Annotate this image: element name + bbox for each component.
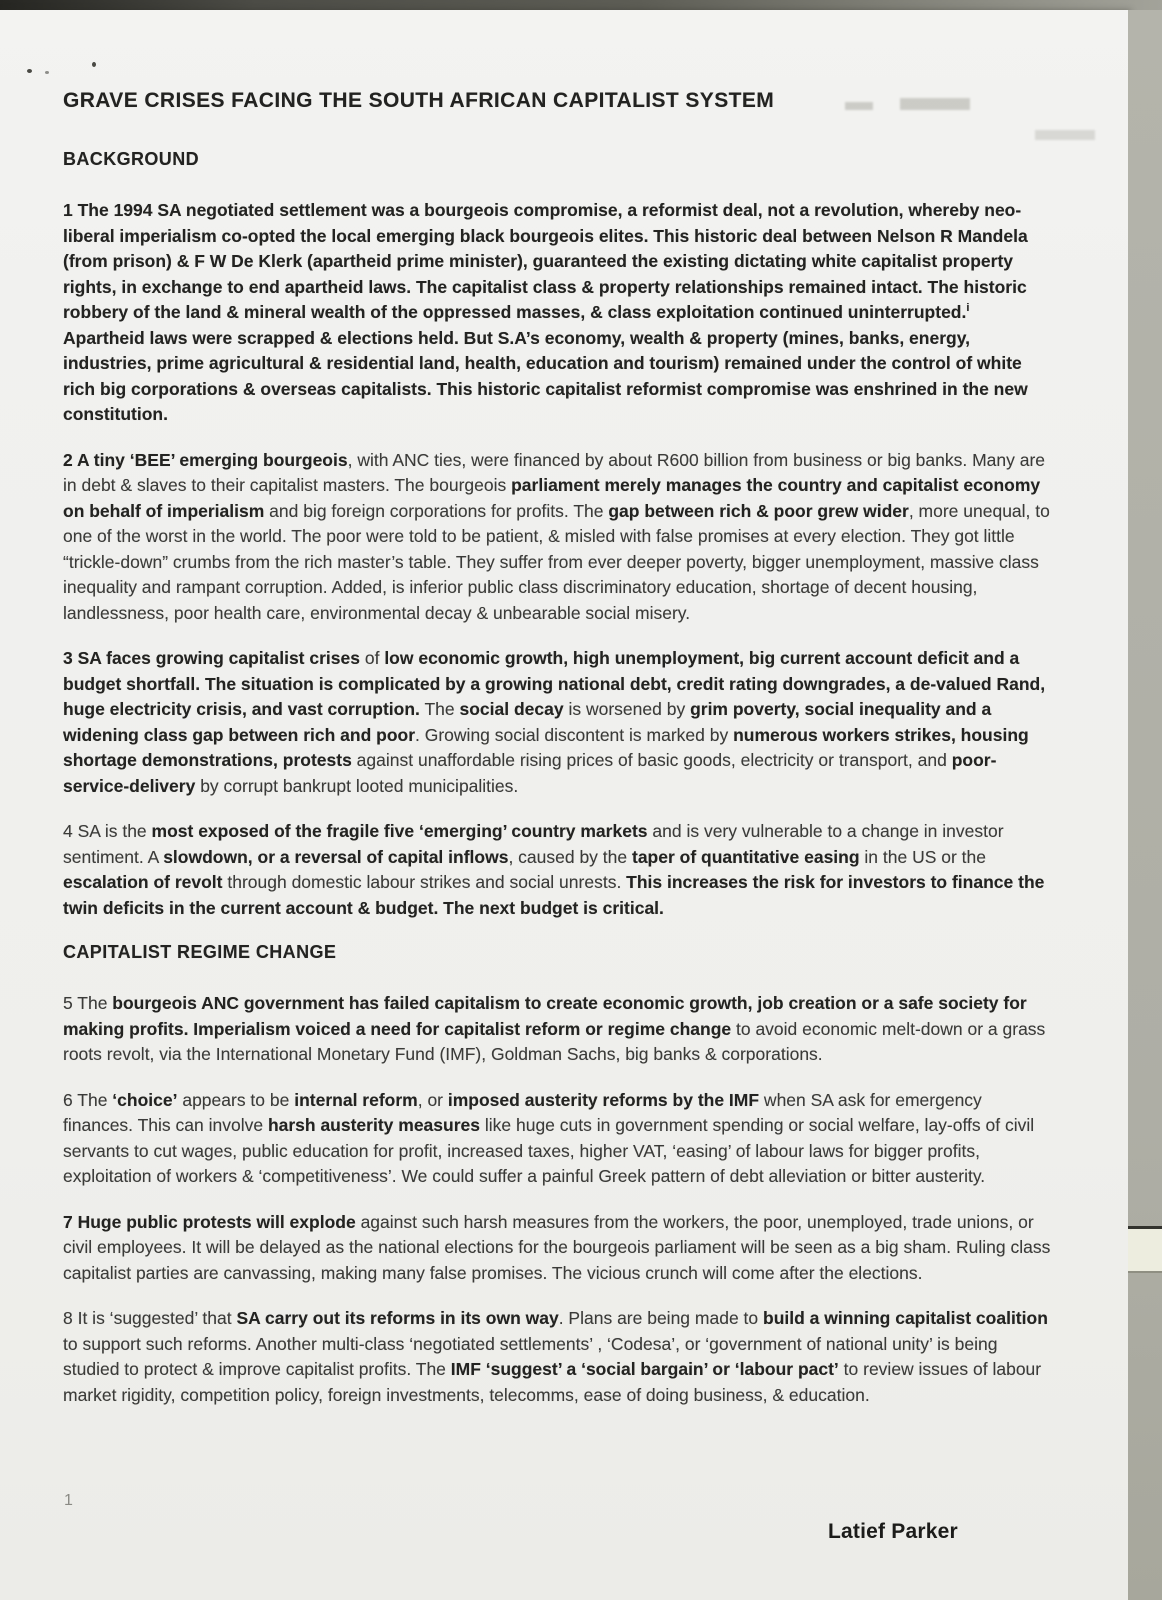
text-run: to avoid economic melt-down or a grass roots revolt, via the International Monetary Fund (IMF), Goldman Sachs, big banks & corporations. bbox=[63, 1018, 1046, 1064]
text-run: The bbox=[419, 699, 460, 719]
text-run: IMF ‘suggest’ a ‘social bargain’ or ‘labour pact’ bbox=[450, 1359, 839, 1379]
text-run: 1 The 1994 SA negotiated settlement was a bourgeois compromise, a reformist deal, not a revolution, whereby neo-liberal imperialism co-opted the local emerging black bourgeois elites. This historic deal between Nelson R Mandela (from prison) & F W De Klerk (apartheid prime minister), guaranteed the existing dictating white capitalist property rights, in exchange to end apartheid laws. The capitalist class & property relationships remained intact. The historic robbery of the land & mineral wealth of the oppressed masses, & class exploitation continued uninterrupted. bbox=[63, 200, 1028, 322]
paragraph bbox=[63, 198, 1053, 428]
document-content bbox=[63, 88, 1053, 1428]
text-run: in the US or the bbox=[859, 846, 987, 867]
text-run: 2 A tiny ‘BEE’ emerging bourgeois bbox=[63, 449, 348, 470]
document-title: GRAVE CRISES FACING THE SOUTH AFRICAN CAPITALIST SYSTEM bbox=[63, 89, 775, 112]
scan-speckle bbox=[27, 69, 32, 73]
text-run: of bbox=[359, 648, 385, 668]
paragraph bbox=[63, 448, 1053, 627]
text-run: . Growing social discontent is marked by bbox=[415, 724, 734, 745]
text-run: numerous workers strikes, housing shortage demonstrations, protests bbox=[63, 724, 1029, 770]
page-number: 1 bbox=[64, 1492, 73, 1509]
text-run: poor-service-delivery bbox=[63, 750, 997, 796]
text-run: SA carry out its reforms in its own way bbox=[236, 1308, 559, 1328]
text-run: by corrupt bankrupt looted municipalities. bbox=[195, 775, 519, 796]
section-heading: CAPITALIST REGIME CHANGE bbox=[63, 942, 337, 962]
text-run: against such harsh measures from the workers, the poor, unemployed, trade unions, or civil employees. It will be delayed as the national elections for the bourgeois parliament will be seen as a big sham. Ruling class capitalist parties are canvassing, making many false promises. The vicious crunch will come after the elections. bbox=[63, 1211, 1051, 1283]
text-run: , caused by the bbox=[508, 846, 632, 867]
text-run: like huge cuts in government spending or social welfare, lay-offs of civil servants to cut wages, public education for profit, increased taxes, higher VAT, ‘easing’ of labour laws for bigger profits, exploitation of workers & ‘competitiveness’. We could suffer a painful Greek pattern of debt alleviation or bitter austerity. bbox=[63, 1115, 1035, 1186]
text-run: build a winning capitalist coalition bbox=[763, 1308, 1048, 1328]
paragraph bbox=[63, 1210, 1053, 1287]
text-run: escalation of revolt bbox=[63, 872, 223, 892]
paragraph bbox=[63, 819, 1053, 921]
text-run: against unaffordable rising prices of basic goods, electricity or transport, and bbox=[351, 750, 952, 770]
paragraph bbox=[63, 1088, 1053, 1190]
paragraph bbox=[63, 646, 1053, 799]
text-run: 3 SA faces growing capitalist crises bbox=[63, 648, 360, 668]
text-run: through domestic labour strikes and social unrests. bbox=[222, 872, 627, 892]
text-run: 6 The bbox=[63, 1089, 113, 1110]
author-signature: Latief Parker bbox=[828, 1520, 958, 1543]
text-run: , or bbox=[417, 1089, 448, 1110]
text-run: social decay bbox=[459, 699, 564, 719]
text-run: 4 SA is the bbox=[63, 821, 152, 841]
scan-artifact-band bbox=[1128, 1229, 1162, 1273]
text-run: parliament merely manages the country and capitalist economy on behalf of imperialism bbox=[63, 475, 1041, 521]
text-run: . Plans are being made to bbox=[558, 1308, 763, 1328]
scan-speckle bbox=[92, 62, 96, 67]
document-page bbox=[0, 10, 1128, 1600]
text-run: internal reform bbox=[294, 1089, 418, 1110]
text-run: , with ANC ties, were financed by about R600 billion from business or big banks. Many are in debt & slaves to their capitalist masters. The bourgeois bbox=[63, 449, 1046, 495]
paragraph bbox=[63, 991, 1053, 1068]
text-run: gap between rich & poor grew wider bbox=[608, 500, 909, 521]
text-run: low economic growth, high unemployment, big current account deficit and a budget shortfall. The situation is complicated by a growing national debt, credit rating downgrades, a de-valued Rand, huge electricity crisis, and vast corruption. bbox=[63, 648, 1046, 719]
paragraph bbox=[63, 1306, 1053, 1408]
text-run: and big foreign corporations for profits. The bbox=[264, 500, 609, 521]
text-run: 8 It is ‘suggested’ that bbox=[63, 1308, 237, 1328]
text-run: most exposed of the fragile five ‘emerging’ country markets bbox=[151, 821, 648, 841]
text-run: taper of quantitative easing bbox=[632, 846, 860, 867]
text-run: slowdown, or a reversal of capital inflows bbox=[163, 846, 509, 867]
scan-speckle bbox=[45, 71, 49, 74]
text-run: and is very vulnerable to a change in investor sentiment. A bbox=[63, 821, 1004, 867]
text-run: when SA ask for emergency finances. This can involve bbox=[63, 1089, 982, 1135]
scan-top-edge bbox=[0, 0, 1162, 10]
text-run: 7 Huge public protests will explode bbox=[63, 1211, 356, 1232]
text-run: bourgeois ANC government has failed capitalism to create economic growth, job creation or a safe society for making profits. Imperialism voiced a need for capitalist reform or regime change bbox=[63, 993, 1027, 1039]
text-run: grim poverty, social inequality and a widening class gap between rich and poor bbox=[63, 699, 992, 745]
text-run: harsh austerity measures bbox=[267, 1115, 480, 1135]
document-body bbox=[63, 148, 1053, 1408]
text-run: to support such reforms. Another multi-class ‘negotiated settlements’ , ‘Codesa’, or ‘government of national unity’ is being studied to protect & improve capitalist profits. The bbox=[63, 1333, 998, 1379]
text-run: Apartheid laws were scrapped & elections held. But S.A’s economy, wealth & property (mines, banks, energy, industries, prime agricultural & residential land, health, education and tourism) remained under the control of white rich big corporations & overseas capitalists. This historic capitalist reformist compromise was enshrined in the new constitution. bbox=[63, 327, 1028, 424]
scan-background-strip bbox=[1128, 10, 1162, 1600]
text-run: is worsened by bbox=[563, 699, 691, 719]
text-run: to review issues of labour market rigidity, competition policy, foreign investments, telecomms, ease of doing business, & education. bbox=[63, 1359, 1042, 1405]
section-heading: BACKGROUND bbox=[63, 149, 199, 169]
text-run: This increases the risk for investors to finance the twin deficits in the current account & budget. The next budget is critical. bbox=[63, 872, 1045, 918]
text-run: imposed austerity reforms by the IMF bbox=[447, 1089, 760, 1110]
text-run: i bbox=[966, 302, 970, 315]
text-run: ‘choice’ bbox=[112, 1089, 178, 1110]
text-run: , more unequal, to one of the worst in the world. The poor were told to be patient, & misled with false promises at every election. They got little “trickle-down” crumbs from the rich master’s table. They suffer from ever deeper poverty, bigger unemployment, massive class inequality and rampant corruption. Added, is inferior public class discriminatory education, shortage of decent housing, landlessness, poor health care, environmental decay & unbearable social misery. bbox=[63, 500, 1050, 623]
text-run: 5 The bbox=[63, 993, 113, 1013]
text-run: appears to be bbox=[177, 1089, 295, 1110]
